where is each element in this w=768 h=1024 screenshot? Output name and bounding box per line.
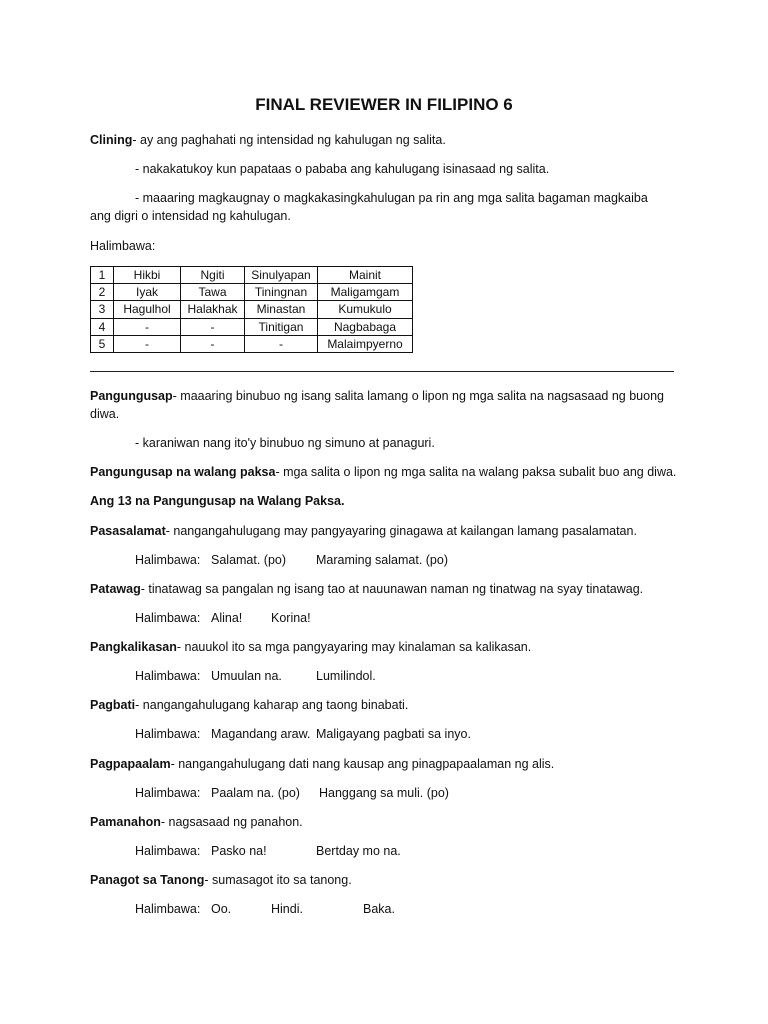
example-text: Maraming salamat. (po) [316,553,448,567]
definition-text: - nangangahulugang kaharap ang taong binabati. [135,698,409,712]
example-label: Halimbawa: [135,553,201,567]
section-heading: Ang 13 na Pangungusap na Walang Paksa. [90,494,345,508]
item-definition [90,580,690,598]
table-cell: 1 [91,267,114,284]
example-label: Halimbawa: [135,786,201,800]
term: Patawag [90,582,141,596]
example-label: Halimbawa: [135,727,201,741]
term: Pagpapaalam [90,757,171,771]
definition-text: - mga salita o lipon ng mga salita na walang paksa subalit buo ang diwa. [275,465,677,479]
item-example [135,667,690,685]
example-text: Hindi. [271,902,303,916]
table-cell: Tinitigan [245,318,318,335]
example-label: Halimbawa: [135,611,201,625]
term: Pangungusap [90,389,173,403]
table-cell: - [114,318,181,335]
definition-text: - nangangahulugang dati nang kausap ang pinagpapaalaman ng alis. [170,757,555,771]
example-text: Maligayang pagbati sa inyo. [316,727,471,741]
clining-note-2b: ang digri o intensidad ng kahulugan. [90,209,291,223]
pangungusap-definition-b: diwa. [90,407,120,421]
example-text: Lumilindol. [316,669,376,683]
term: Pangkalikasan [90,640,177,654]
example-text: Alina! [211,611,243,625]
table-cell: Tawa [181,284,245,301]
item-example [135,551,690,569]
item-definition [90,638,690,656]
table-cell: Sinulyapan [245,267,318,284]
table-cell: Halakhak [181,301,245,318]
table-cell: Hagulhol [114,301,181,318]
item-example [135,609,690,627]
example-label: Halimbawa: [135,669,201,683]
table-cell: - [245,335,318,352]
pangungusap-note: - karaniwan nang ito'y binubuo ng simuno at panaguri. [135,436,435,450]
example-text: Hanggang sa muli. (po) [319,786,449,800]
clining-definition [90,131,690,149]
definition-text: - ay ang paghahati ng intensidad ng kahulugan ng salita. [132,133,446,147]
item-definition [90,813,690,831]
table-row [91,318,413,335]
example-text: Oo. [211,902,232,916]
table-row [91,284,413,301]
term: Pasasalamat [90,524,166,538]
clining-note-1: - nakakatukoy kun papataas o pababa ang kahulugang isinasaad ng salita. [135,162,550,176]
definition-text: - nangangahulugang may pangyayaring ginagawa at kailangan lamang pasalamatan. [165,524,637,538]
table-cell: Nagbabaga [318,318,413,335]
table-cell: Mainit [318,267,413,284]
item-definition [90,696,690,714]
definition-text: - sumasagot ito sa tanong. [204,873,352,887]
table-cell: Maligamgam [318,284,413,301]
example-label: Halimbawa: [90,239,156,253]
item-example [135,784,690,802]
example-text: Bertday mo na. [316,844,401,858]
pangungusap-definition-a [90,387,690,405]
example-text: Pasko na! [211,844,267,858]
item-example [135,842,690,860]
term: Panagot sa Tanong [90,873,205,887]
table-cell: Ngiti [181,267,245,284]
divider [90,371,674,372]
example-text: Salamat. (po) [211,553,287,567]
example-text: Paalam na. (po) [211,786,300,800]
example-text: Umuulan na. [211,669,282,683]
table-cell: 5 [91,335,114,352]
definition-text: - nagsasaad ng panahon. [160,815,303,829]
term: Pamanahon [90,815,161,829]
item-example [135,900,690,918]
table-cell: Minastan [245,301,318,318]
term: Pangungusap na walang paksa [90,465,276,479]
definition-text: - maaaring binubuo ng isang salita lamang o lipon ng mga salita na nagsasaad ng buong [172,389,664,403]
item-definition [90,871,690,889]
term: Pagbati [90,698,136,712]
definition-text: - tinatawag sa pangalan ng isang tao at nauunawan naman ng tinatwag na syay tinatawag. [140,582,644,596]
table-cell: Malaimpyerno [318,335,413,352]
example-text: Korina! [271,611,311,625]
table-cell: 2 [91,284,114,301]
table-cell: 4 [91,318,114,335]
item-definition [90,522,690,540]
table-cell: - [181,318,245,335]
example-text: Baka. [363,902,395,916]
walang-paksa-definition [90,463,690,481]
example-text: Magandang araw. [211,727,311,741]
clining-table [90,266,413,353]
table-cell: Tiningnan [245,284,318,301]
item-example [135,725,690,743]
table-row [91,301,413,318]
table-cell: - [114,335,181,352]
clining-note-2a: - maaaring magkaugnay o magkakasingkahulugan pa rin ang mga salita bagaman magkaiba [135,191,648,205]
example-label: Halimbawa: [135,902,201,916]
term: Clining [90,133,133,147]
table-row [91,335,413,352]
table-cell: Iyak [114,284,181,301]
table-cell: Kumukulo [318,301,413,318]
table-cell: Hikbi [114,267,181,284]
table-cell: 3 [91,301,114,318]
item-definition [90,755,690,773]
table-cell: - [181,335,245,352]
definition-text: - nauukol ito sa mga pangyayaring may kinalaman sa kalikasan. [176,640,532,654]
table-row [91,267,413,284]
example-label: Halimbawa: [135,844,201,858]
page-title: FINAL REVIEWER IN FILIPINO 6 [255,95,513,114]
